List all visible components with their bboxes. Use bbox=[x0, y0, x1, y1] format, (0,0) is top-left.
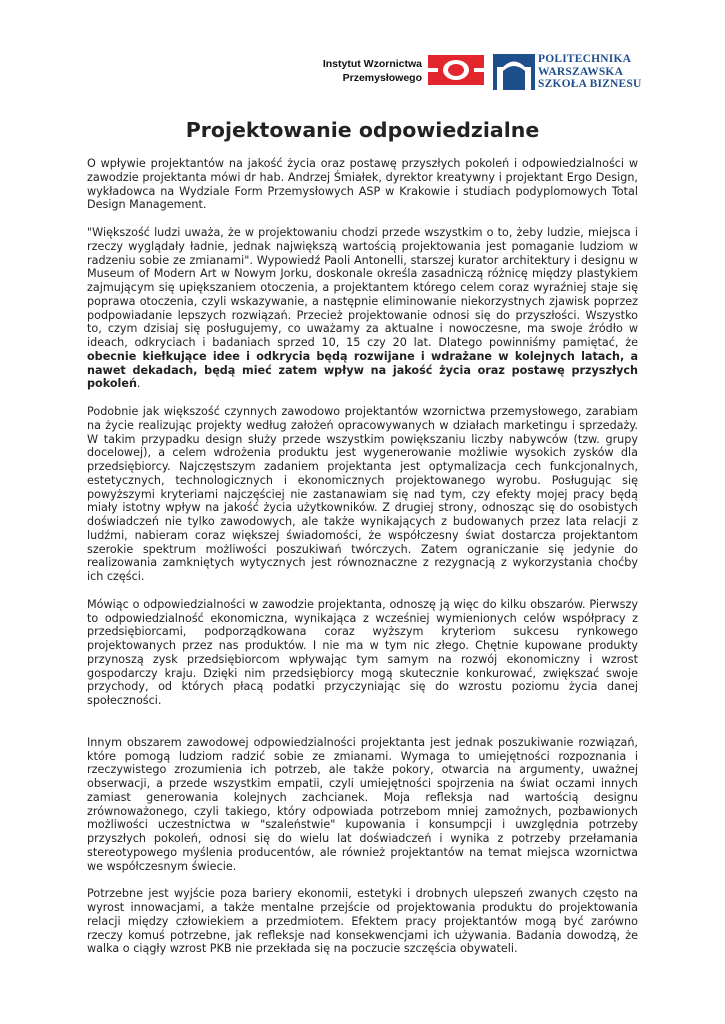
institute-logo-icon bbox=[428, 55, 484, 85]
school-name bbox=[538, 53, 641, 91]
paragraph-practice: Podobnie jak większość czynnych zawodowo projektantów wzornictwa przemysłowego, zarabiam na życie realizując projekty według założeń opracowywanych w działach marketingu i sprzedaży. W takim przypadku design służy przede wszystkim powiększaniu liczby nabywców (tzw. grupy docelowej), a celem wdrożenia produktu jest wygenerowanie możliwie wysokich zysków dla przedsiębiorcy. Najczęstszym zadaniem projektanta jest optymalizacja cech funkcjonalnych, estetycznych, technologicznych i ekonomicznych projektowanego wyrobu. Posługując się powyższymi kryteriami najczęściej nie zastanawiam się nad tym, czy efekty mojej pracy będą miały istotny wpływ na jakość życia użytkowników. Z drugiej strony, odnosząc się do osobistych doświadczeń nie tylko zawodowych, ale także wynikających z budowanych przez lata relacji z ludźmi, nabieram coraz większej świadomości, że współczesny świat dostarcza projektantom szerokie spektrum możliwości poszukiwań twórczych. Zatem ograniczanie się jedynie do realizowania zamkniętych wytycznych jest równoznaczne z rezygnacją z wykorzystania choćby ich części. bbox=[87, 405, 638, 583]
page-header bbox=[0, 52, 725, 94]
institute-name-line1: Instytut Wzornictwa bbox=[322, 58, 422, 70]
paragraph-conclusion: Potrzebne jest wyjście poza bariery ekonomii, estetyki i drobnych ulepszeń zwanych często na wyrost innowacjami, a także mentalne przejście od projektowania produktu do projektowania relacji między człowiekiem a przedmiotem. Efektem pracy projektantów mogą być zarówno rzeczy komuś potrzebne, jak refleksje nad konsekwencjami ich używania. Badania dowodzą, że walka o ciągły wzrost PKB nie przekłada się na poczucie szczęścia obywateli. bbox=[87, 887, 638, 956]
paragraph-quote bbox=[87, 226, 638, 391]
school-name-line2: WARSZAWSKA bbox=[538, 65, 624, 78]
paragraph-quote-bold: obecnie kiełkujące idee i odkrycia będą rozwijane i wdrażane w kolejnych latach, a nawet dekadach, będą mieć zatem wpływ na jakość życia oraz postawę przyszłych pokoleń bbox=[87, 349, 638, 391]
school-name-line3: SZKOŁA BIZNESU bbox=[538, 78, 642, 90]
article-body bbox=[87, 157, 638, 956]
paragraph-quote-text: "Większość ludzi uważa, że w projektowaniu chodzi przede wszystkim o to, żeby ludzie, miejsca i rzeczy wyglądały ładnie, jednak największą wartością projektowania jest pomaganie ludziom w radzeniu sobie ze zmianami". Wypowiedź Paoli Antonelli, starszej kurator architektury i designu w Museum of Modern Art w Nowym Jorku, doskonale określa zasadniczą różnicę między plastykiem zajmującym się upiększaniem otoczenia, a projektantem którego celem coraz wyraźniej staje się poprawa otoczenia, czyli wskazywanie, a następnie eliminowanie niekorzystnych zjawisk poprzez podpowiadanie lepszych rozwiązań. Przecież projektowanie odnosi się do przyszłości. Wszystko to, czym dzisiaj się posługujemy, co uważamy za aktualne i nowoczesne, ma swoje źródło w ideach, odkryciach i badaniach sprzed 10, 15 czy 20 lat. Dlatego powinniśmy pamiętać, że bbox=[87, 226, 638, 349]
paragraph-change: Innym obszarem zawodowej odpowiedzialności projektanta jest jednak poszukiwanie rozwiązań, które pomogą ludziom radzić sobie ze zmianami. Wymaga to umiejętności rozpoznania i rzeczywistego zrozumienia ich potrzeb, ale także pokory, otwarcia na argumenty, uważnej obserwacji, a przede wszystkim empatii, czyli umiejętności spojrzenia na świat oczami innych zamiast generowania kolejnych zachcianek. Moja refleksja nad wartością designu zrównoważonego, czyli takiego, który odpowiada potrzebom mniej zamożnych, pozbawionych możliwości uczestnictwa w "szaleństwie" kupowania i konsumpcji i uwzględnia potrzeby przyszłych pokoleń, odnosi się do wielu lat doświadczeń i wynika z potrzeby przełamania stereotypowego myślenia producentów, ale również projektantów na temat miejsca wzornictwa we współczesnym świecie. bbox=[87, 735, 638, 873]
school-name-line1: POLITECHNIKA bbox=[538, 53, 632, 65]
paragraph-economic: Mówiąc o odpowiedzialności w zawodzie projektanta, odnoszę ją więc do kilku obszarów. Pierwszy to odpowiedzialność ekonomiczna, wynikająca z wcześniej wymienionych celów współpracy z przedsiębiorcami, podporządkowana coraz wyższym kryteriom sukcesu rynkowego projektowanych przez nas produktów. I nie ma w tym nic złego. Chętnie kupowane produkty przynoszą zysk przedsiębiorcom wpływając tym samym na rozwój ekonomiczny i wzrost gospodarczy kraju. Dzięki nim przedsiębiorcy mogą skutecznie konkurować, zwiększać swoje przychody, od których płacą podatki przyczyniając się do wzrostu poziomu życia danej społeczności. bbox=[87, 597, 638, 707]
document-title: Projektowanie odpowiedzialne bbox=[185, 118, 540, 142]
school-logo-icon bbox=[493, 54, 535, 90]
institute-name-line2: Przemysłowego bbox=[342, 72, 422, 84]
institute-name bbox=[300, 57, 422, 85]
paragraph-intro: O wpływie projektantów na jakość życia oraz postawę przyszłych pokoleń i odpowiedzialności w zawodzie projektanta mówi dr hab. Andrzej Śmiałek, dyrektor kreatywny i projektant Ergo Design, wykładowca na Wydziale Form Przemysłowych ASP w Krakowie i studiach podyplomowych Total Design Management. bbox=[87, 157, 638, 212]
paragraph-quote-end: . bbox=[136, 377, 141, 391]
